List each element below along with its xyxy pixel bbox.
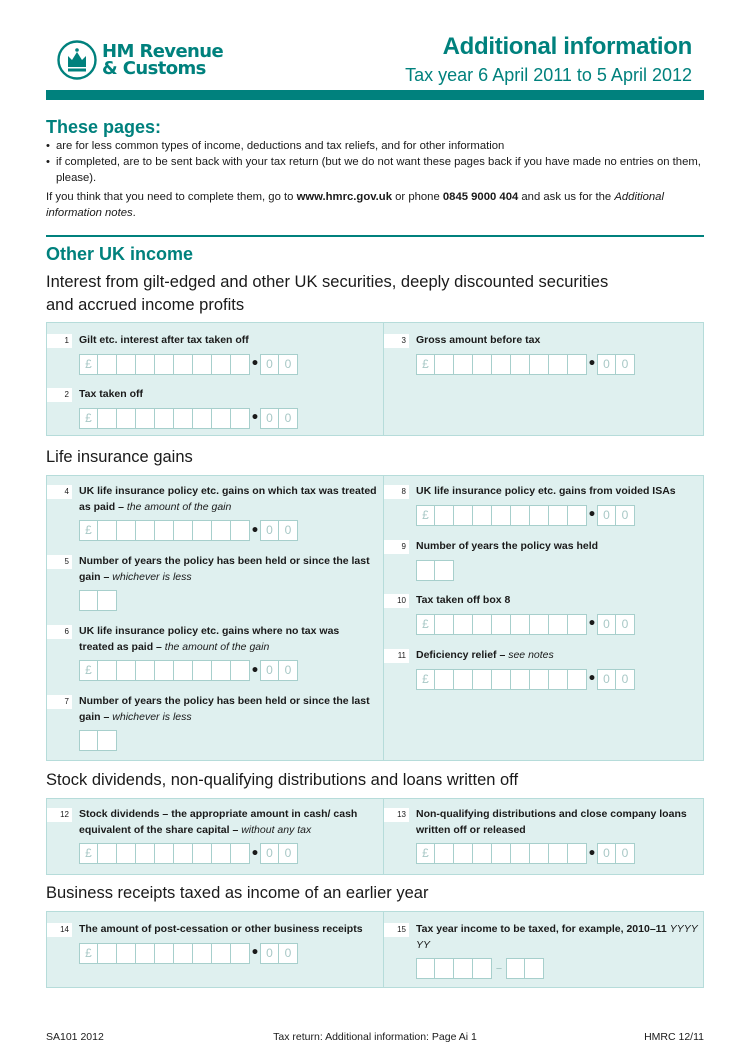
pound-sign-cell[interactable]: £ (416, 669, 435, 690)
pounds-digit-cell[interactable] (193, 408, 212, 429)
pounds-digit-cell[interactable] (174, 408, 193, 429)
box-2-amount-input[interactable] (79, 408, 377, 429)
pence-digit-cell[interactable]: 0 (616, 614, 635, 635)
pounds-digit-cell[interactable] (136, 943, 155, 964)
pounds-digit-cell[interactable] (492, 354, 511, 375)
pounds-digit-cell[interactable] (549, 354, 568, 375)
year-dash: – (495, 961, 503, 976)
pounds-digit-cell[interactable] (492, 669, 511, 690)
pounds-digit-cell[interactable] (155, 354, 174, 375)
box-3: 3 Gross amount before tax £ • 0 0 (384, 333, 704, 375)
pounds-digit-cell[interactable] (454, 354, 473, 375)
group-heading-stock: Stock dividends, non-qualifying distributions and loans written off (46, 771, 519, 789)
pound-sign-cell[interactable]: £ (79, 354, 98, 375)
decimal-point: • (250, 945, 260, 961)
pounds-digit-cell[interactable] (98, 943, 117, 964)
logo-line-2: & Customs (102, 58, 206, 79)
pounds-digit-cell[interactable] (117, 943, 136, 964)
intro-text (46, 138, 706, 221)
intro-heading: These pages: (46, 117, 162, 137)
pounds-digit-cell[interactable] (174, 520, 193, 541)
box-8: 8 UK life insurance policy etc. gains from voided ISAs £ • 0 0 (384, 484, 704, 526)
pence-digit-cell[interactable]: 0 (279, 354, 298, 375)
decimal-point: • (250, 522, 260, 539)
pounds-digit-cell[interactable] (174, 354, 193, 375)
box-2: 2 Tax taken off £ • 0 0 (47, 387, 377, 429)
pounds-digit-cell[interactable] (231, 843, 250, 864)
page-subtitle: Tax year 6 April 2011 to 5 April 2012 (405, 65, 692, 85)
pounds-digit-cell[interactable] (212, 520, 231, 541)
pounds-digit-cell[interactable] (530, 843, 549, 864)
pounds-digit-cell[interactable] (98, 520, 117, 541)
decimal-point: • (587, 507, 597, 523)
years-digit-cell[interactable] (98, 590, 117, 611)
pounds-digit-cell[interactable] (549, 843, 568, 864)
pence-digit-cell[interactable]: 0 (597, 843, 616, 864)
pounds-digit-cell[interactable] (231, 354, 250, 375)
pence-digit-cell[interactable]: 0 (260, 408, 279, 429)
box-10: 10 Tax taken off box 8 £ • 0 0 (384, 593, 704, 635)
box-12-amount-input[interactable] (79, 843, 377, 864)
pounds-digit-cell[interactable] (98, 408, 117, 429)
box-12: 12 Stock dividends – the appropriate amount in cash/ cash equivalent of the share capital – without any tax £ • 0 0 (47, 807, 377, 864)
box-11-amount-input[interactable] (416, 669, 704, 690)
pence-digit-cell[interactable]: 0 (260, 660, 279, 681)
pounds-digit-cell[interactable] (435, 354, 454, 375)
intro-bullet: • are for less common types of income, deductions and tax reliefs, and for other information (46, 138, 706, 154)
pounds-digit-cell[interactable] (511, 505, 530, 526)
decimal-point: • (587, 616, 597, 632)
pounds-digit-cell[interactable] (454, 614, 473, 635)
pounds-digit-cell[interactable] (231, 943, 250, 964)
pence-digit-cell[interactable]: 0 (616, 354, 635, 375)
pound-sign-cell[interactable]: £ (79, 843, 98, 864)
pence-digit-cell[interactable]: 0 (597, 614, 616, 635)
pound-sign-cell[interactable]: £ (79, 660, 98, 681)
box-9-years-input[interactable] (416, 560, 704, 581)
pounds-digit-cell[interactable] (117, 843, 136, 864)
page-title: Additional information (442, 33, 692, 60)
box-6-amount-input[interactable] (79, 660, 377, 681)
pounds-digit-cell[interactable] (174, 660, 193, 681)
year-digit-cell[interactable] (416, 958, 435, 979)
pounds-digit-cell[interactable] (117, 660, 136, 681)
pounds-digit-cell[interactable] (231, 520, 250, 541)
pounds-digit-cell[interactable] (212, 843, 231, 864)
pounds-digit-cell[interactable] (549, 614, 568, 635)
years-digit-cell[interactable] (416, 560, 435, 581)
pound-sign-cell[interactable]: £ (79, 943, 98, 964)
box-15: 15 Tax year income to be taxed, for example, 2010–11 YYYY YY – (384, 922, 704, 979)
pounds-digit-cell[interactable] (155, 943, 174, 964)
pounds-digit-cell[interactable] (473, 669, 492, 690)
pounds-digit-cell[interactable] (136, 408, 155, 429)
pounds-digit-cell[interactable] (193, 660, 212, 681)
pounds-digit-cell[interactable] (98, 354, 117, 375)
decimal-point: • (587, 845, 597, 862)
pence-digit-cell[interactable]: 0 (279, 843, 298, 864)
pounds-digit-cell[interactable] (473, 354, 492, 375)
pounds-digit-cell[interactable] (549, 669, 568, 690)
box-9: 9 Number of years the policy was held (384, 539, 704, 581)
pounds-digit-cell[interactable] (435, 669, 454, 690)
box-8-amount-input[interactable] (416, 505, 704, 526)
pounds-digit-cell[interactable] (193, 943, 212, 964)
box-14-amount-input[interactable] (79, 943, 377, 964)
decimal-point: • (250, 356, 260, 372)
pounds-digit-cell[interactable] (155, 408, 174, 429)
pounds-digit-cell[interactable] (193, 520, 212, 541)
pound-sign-cell[interactable]: £ (416, 354, 435, 375)
pound-sign-cell[interactable]: £ (79, 408, 98, 429)
pounds-digit-cell[interactable] (231, 660, 250, 681)
pounds-digit-cell[interactable] (511, 669, 530, 690)
decimal-point: • (587, 671, 597, 687)
year-digit-cell[interactable] (473, 958, 492, 979)
pounds-digit-cell[interactable] (174, 843, 193, 864)
box-3-amount-input[interactable] (416, 354, 704, 375)
pence-digit-cell[interactable]: 0 (616, 843, 635, 864)
pence-digit-cell[interactable]: 0 (616, 505, 635, 526)
pounds-digit-cell[interactable] (155, 520, 174, 541)
pounds-digit-cell[interactable] (568, 505, 587, 526)
box-11: 11 Deficiency relief – see notes £ • 0 0 (384, 648, 704, 690)
pence-digit-cell[interactable]: 0 (260, 520, 279, 541)
pound-sign-cell[interactable]: £ (416, 505, 435, 526)
pence-digit-cell[interactable]: 0 (597, 354, 616, 375)
pounds-digit-cell[interactable] (492, 505, 511, 526)
box-5-years-input[interactable] (79, 590, 377, 611)
pence-digit-cell[interactable]: 0 (260, 354, 279, 375)
hmrc-website-link[interactable]: www.hmrc.gov.uk (296, 191, 392, 203)
pounds-digit-cell[interactable] (530, 669, 549, 690)
pence-digit-cell[interactable]: 0 (279, 408, 298, 429)
pounds-digit-cell[interactable] (155, 660, 174, 681)
pounds-digit-cell[interactable] (212, 408, 231, 429)
pounds-digit-cell[interactable] (155, 843, 174, 864)
pence-digit-cell[interactable]: 0 (279, 943, 298, 964)
pounds-digit-cell[interactable] (454, 669, 473, 690)
pounds-digit-cell[interactable] (193, 843, 212, 864)
year-digit-cell[interactable] (506, 958, 525, 979)
pounds-digit-cell[interactable] (212, 943, 231, 964)
pounds-digit-cell[interactable] (511, 614, 530, 635)
decimal-point: • (250, 662, 260, 679)
box-14: 14 The amount of post-cessation or other business receipts £ • 0 0 (47, 922, 377, 964)
pounds-digit-cell[interactable] (549, 505, 568, 526)
group-heading-life: Life insurance gains (46, 448, 193, 466)
years-digit-cell[interactable] (79, 730, 98, 751)
pence-digit-cell[interactable]: 0 (260, 843, 279, 864)
hmrc-logo (57, 40, 223, 80)
pence-digit-cell[interactable]: 0 (616, 669, 635, 690)
pounds-digit-cell[interactable] (435, 505, 454, 526)
pounds-digit-cell[interactable] (492, 843, 511, 864)
stock-panel (46, 798, 704, 875)
box-1-amount-input[interactable] (79, 354, 377, 375)
section-divider (46, 235, 704, 237)
decimal-point: • (587, 356, 597, 372)
pence-digit-cell[interactable]: 0 (597, 669, 616, 690)
pounds-digit-cell[interactable] (454, 843, 473, 864)
intro-paragraph: If you think that you need to complete them, go to www.hmrc.gov.uk or phone 0845 9000 404 and ask us for the Additional information notes. (46, 191, 664, 219)
section-heading: Other UK income (46, 244, 194, 264)
box-13-amount-input[interactable] (416, 843, 704, 864)
pounds-digit-cell[interactable] (136, 660, 155, 681)
pounds-digit-cell[interactable] (136, 520, 155, 541)
years-digit-cell[interactable] (98, 730, 117, 751)
box-7-years-input[interactable] (79, 730, 377, 751)
pound-sign-cell[interactable]: £ (79, 520, 98, 541)
box-7: 7 Number of years the policy has been held or since the last gain – whichever is less (47, 694, 377, 751)
pounds-digit-cell[interactable] (98, 843, 117, 864)
pounds-digit-cell[interactable] (117, 408, 136, 429)
logo-line-1: HM Revenue (102, 41, 224, 62)
pound-sign-cell[interactable]: £ (416, 614, 435, 635)
box-1: 1 Gilt etc. interest after tax taken off £ • 0 0 (47, 333, 377, 375)
pounds-digit-cell[interactable] (568, 669, 587, 690)
pounds-digit-cell[interactable] (435, 614, 454, 635)
year-digit-cell[interactable] (525, 958, 544, 979)
pounds-digit-cell[interactable] (212, 660, 231, 681)
pounds-digit-cell[interactable] (117, 354, 136, 375)
year-digit-cell[interactable] (454, 958, 473, 979)
pounds-digit-cell[interactable] (568, 843, 587, 864)
pounds-digit-cell[interactable] (454, 505, 473, 526)
business-panel (46, 911, 704, 988)
footer-page-label: Tax return: Additional information: Page Ai 1 (273, 1031, 477, 1043)
pounds-digit-cell[interactable] (136, 843, 155, 864)
pence-digit-cell[interactable]: 0 (279, 660, 298, 681)
pound-sign-cell[interactable]: £ (416, 843, 435, 864)
pounds-digit-cell[interactable] (530, 614, 549, 635)
interest-panel (46, 322, 704, 436)
pounds-digit-cell[interactable] (568, 354, 587, 375)
pence-digit-cell[interactable]: 0 (260, 943, 279, 964)
pence-digit-cell[interactable]: 0 (279, 520, 298, 541)
decimal-point: • (250, 410, 260, 426)
pence-digit-cell[interactable]: 0 (597, 505, 616, 526)
pounds-digit-cell[interactable] (117, 520, 136, 541)
box-13: 13 Non-qualifying distributions and close company loans written off or released £ • 0 0 (384, 807, 704, 864)
pounds-digit-cell[interactable] (530, 354, 549, 375)
pounds-digit-cell[interactable] (193, 354, 212, 375)
pounds-digit-cell[interactable] (435, 843, 454, 864)
pounds-digit-cell[interactable] (511, 843, 530, 864)
pounds-digit-cell[interactable] (231, 408, 250, 429)
pounds-digit-cell[interactable] (136, 354, 155, 375)
box-10-amount-input[interactable] (416, 614, 704, 635)
pounds-digit-cell[interactable] (511, 354, 530, 375)
years-digit-cell[interactable] (435, 560, 454, 581)
year-digit-cell[interactable] (435, 958, 454, 979)
box-6: 6 UK life insurance policy etc. gains where no tax was treated as paid – the amount of the gain £ • 0 0 (47, 624, 377, 681)
pounds-digit-cell[interactable] (473, 505, 492, 526)
pounds-digit-cell[interactable] (212, 354, 231, 375)
footer-form-code: SA101 2012 (46, 1031, 104, 1043)
pounds-digit-cell[interactable] (174, 943, 193, 964)
pounds-digit-cell[interactable] (530, 505, 549, 526)
group-heading-business: Business receipts taxed as income of an earlier year (46, 884, 429, 902)
pounds-digit-cell[interactable] (473, 843, 492, 864)
pounds-digit-cell[interactable] (473, 614, 492, 635)
box-4-amount-input[interactable] (79, 520, 377, 541)
pounds-digit-cell[interactable] (98, 660, 117, 681)
intro-bullet: • if completed, are to be sent back with your tax return (but we do not want these pages back if you have made no entries on them, please). (46, 154, 706, 186)
decimal-point: • (250, 845, 260, 862)
box-4: 4 UK life insurance policy etc. gains on which tax was treated as paid – the amount of the gain £ • 0 0 (47, 484, 377, 541)
box-15-tax-year-input[interactable] (416, 958, 704, 979)
life-panel (46, 475, 704, 761)
years-digit-cell[interactable] (79, 590, 98, 611)
phone-number: 0845 9000 404 (442, 191, 519, 203)
group-heading-interest: Interest from gilt-edged and other UK securities, deeply discounted securities and accrued income profits (46, 273, 609, 314)
crown-crest-icon (57, 40, 97, 80)
header-bar (46, 90, 704, 100)
box-5: 5 Number of years the policy has been held or since the last gain – whichever is less (47, 554, 377, 611)
footer-version: HMRC 12/11 (644, 1031, 704, 1043)
pounds-digit-cell[interactable] (492, 614, 511, 635)
pounds-digit-cell[interactable] (568, 614, 587, 635)
